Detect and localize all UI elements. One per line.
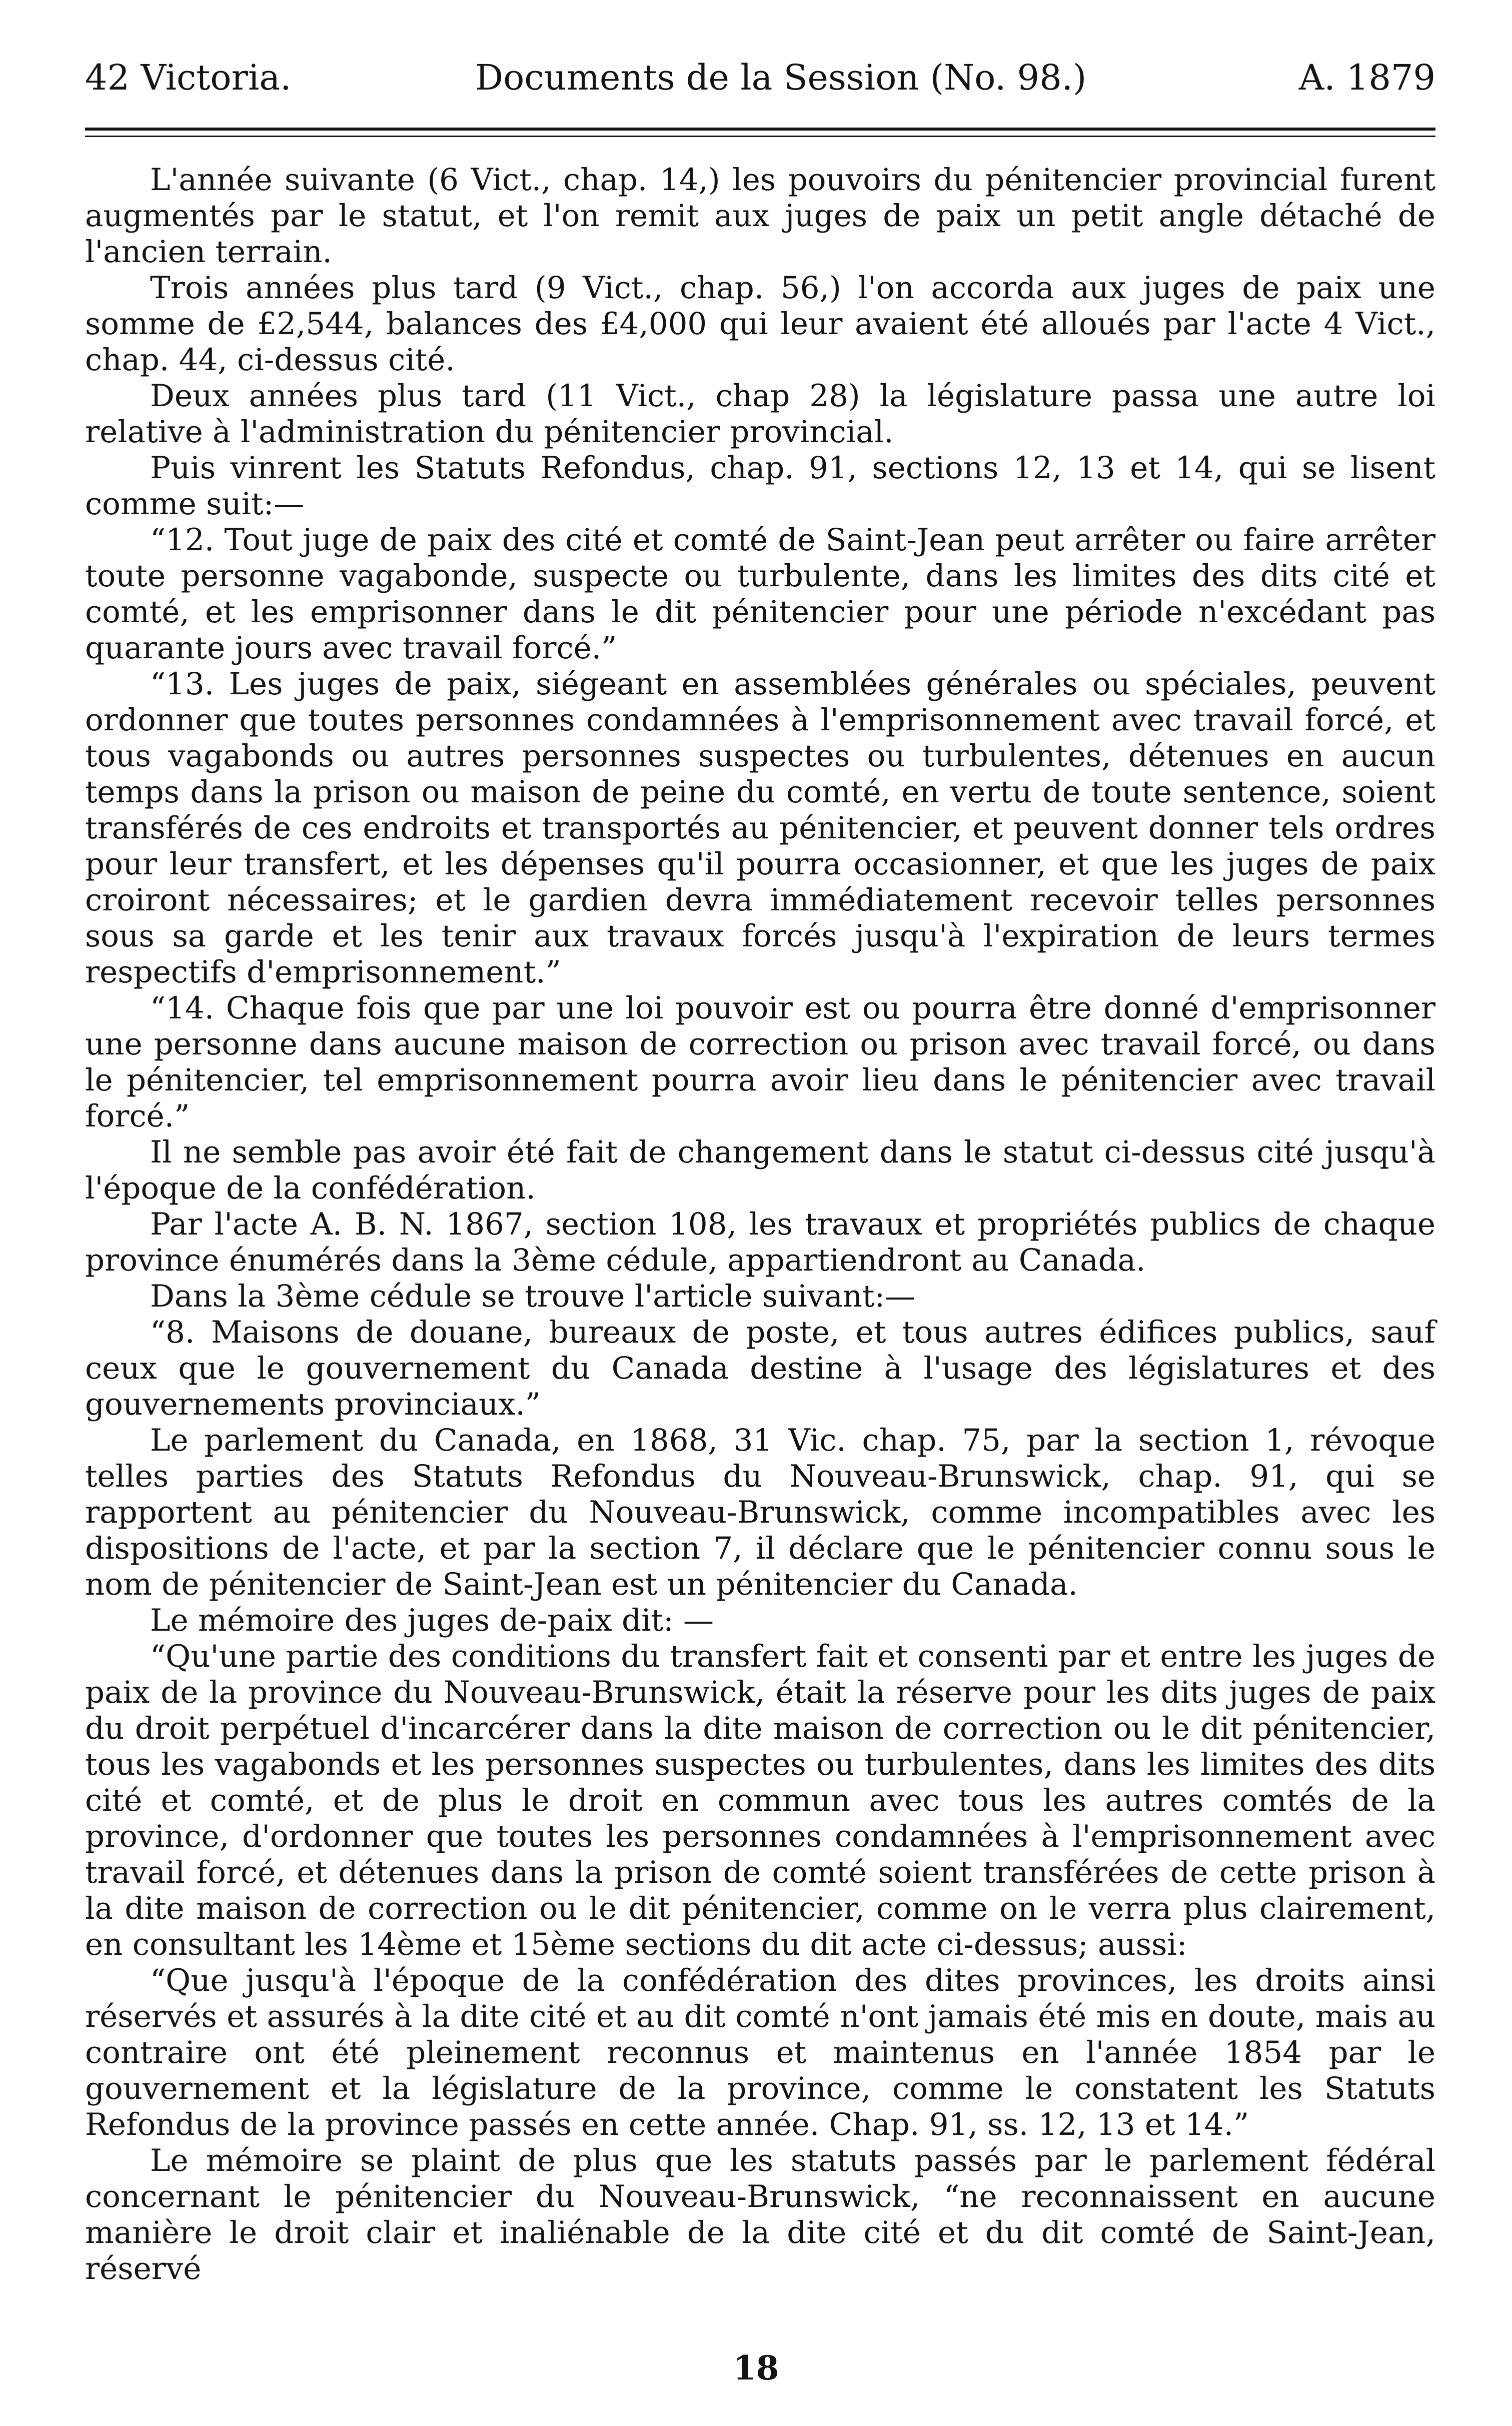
paragraph: Le mémoire se plaint de plus que les statuts passés par le parlement fédéral concernant le pénitencier du Nouveau-Brunswick, “ne reconnaissent en aucune manière le droit clair et inaliénable de la dite cité et du dit comté de Saint-Jean, réservé: [85, 2143, 1435, 2286]
header-rule-thick: [85, 128, 1435, 131]
body-text: [85, 162, 1435, 2287]
paragraph: L'année suivante (6 Vict., chap. 14,) les pouvoirs du pénitencier provincial furent augmentés par le statut, et l'on remit aux juges de paix un petit angle détaché de l'ancien terrain.: [85, 162, 1435, 270]
paragraph: Il ne semble pas avoir été fait de changement dans le statut ci-dessus cité jusqu'à l'époque de la confédération.: [85, 1134, 1435, 1206]
quoted-article-8: “8. Maisons de douane, bureaux de poste, et tous autres édifices publics, sauf ceux que le gouvernement du Canada destine à l'usage des législatures et des gouvernements provinciaux.”: [85, 1315, 1435, 1422]
header-right: A. 1879: [1298, 57, 1435, 98]
document-page: [85, 48, 1435, 2287]
quoted-section-12: “12. Tout juge de paix des cité et comté de Saint-Jean peut arrêter ou faire arrêter toute personne vagabonde, suspecte ou turbulente, dans les limites des dits cité et comté, et les emprisonner dans le dit pénitencier pour une période n'excédant pas quarante jours avec travail forcé.”: [85, 522, 1435, 666]
paragraph: Le mémoire des juges de-paix dit: —: [150, 1603, 714, 1638]
paragraph: Trois années plus tard (9 Vict., chap. 56,) l'on accorda aux juges de paix une somme de £2,544, balances des £4,000 qui leur avaient été alloués par l'acte 4 Vict., chap. 44, ci-dessus cité.: [85, 270, 1435, 378]
paragraph: Dans la 3ème cédule se trouve l'article suivant:—: [150, 1279, 916, 1314]
header-rule-thin: [85, 136, 1435, 137]
paragraph: Par l'acte A. B. N. 1867, section 108, les travaux et propriétés publics de chaque province énumérés dans la 3ème cédule, appartiendront au Canada.: [85, 1206, 1435, 1278]
running-header: [85, 48, 1435, 108]
paragraph: Puis vinrent les Statuts Refondus, chap. 91, sections 12, 13 et 14, qui se lisent comme suit:—: [85, 450, 1435, 522]
header-center: Documents de la Session (No. 98.): [475, 57, 1087, 98]
paragraph: Le parlement du Canada, en 1868, 31 Vic. chap. 75, par la section 1, révoque telles parties des Statuts Refondus du Nouveau-Brunswick, chap. 91, qui se rapportent au pénitencier du Nouveau-Brunswick, comme incompatibles avec les dispositions de l'acte, et par la section 7, il déclare que le pénitencier connu sous le nom de pénitencier de Saint-Jean est un pénitencier du Canada.: [85, 1423, 1435, 1602]
quoted-section-14: “14. Chaque fois que par une loi pouvoir est ou pourra être donné d'emprisonner une personne dans aucune maison de correction ou prison avec travail forcé, ou dans le pénitencier, tel emprisonnement pourra avoir lieu dans le pénitencier avec travail forcé.”: [85, 990, 1435, 1134]
quoted-memoir: “Qu'une partie des conditions du transfert fait et consenti par et entre les juges de paix de la province du Nouveau-Brunswick, était la réserve pour les dits juges de paix du droit perpétuel d'incarcérer dans la dite maison de correction ou le dit pénitencier, tous les vagabonds et les personnes suspectes ou turbulentes, dans les limites des dits cité et comté, et de plus le droit en commun avec tous les autres comtés de la province, d'ordonner que toutes les personnes condamnées à l'emprisonnement avec travail forcé, et détenues dans la prison de comté soient transférées de cette prison à la dite maison de correction ou le dit pénitencier, comme on le verra plus clairement, en consultant les 14ème et 15ème sections du dit acte ci-dessus; aussi:: [85, 1639, 1435, 1962]
page-number: 18: [733, 2348, 779, 2387]
quoted-memoir: “Que jusqu'à l'époque de la confédération des dites provinces, les droits ainsi réservés et assurés à la dite cité et au dit comté n'ont jamais été mis en doute, mais au contraire ont été pleinement reconnus et maintenus en l'année 1854 par le gouvernement et la législature de la province, comme le constatent les Statuts Refondus de la province passés en cette année. Chap. 91, ss. 12, 13 et 14.”: [85, 1963, 1435, 2142]
header-left: 42 Victoria.: [85, 57, 292, 98]
paragraph: Deux années plus tard (11 Vict., chap 28) la législature passa une autre loi relative à l'administration du pénitencier provincial.: [85, 378, 1435, 450]
quoted-section-13: “13. Les juges de paix, siégeant en assemblées générales ou spéciales, peuvent ordonner que toutes personnes condamnées à l'emprisonnement avec travail forcé, et tous vagabonds ou autres personnes suspectes ou turbulentes, détenues en aucun temps dans la prison ou maison de peine du comté, en vertu de toute sentence, soient transférés de ces endroits et transportés au pénitencier, et peuvent donner tels ordres pour leur transfert, et les dépenses qu'il pourra occasionner, et que les juges de paix croiront nécessaires; et le gardien devra immédiatement recevoir telles personnes sous sa garde et les tenir aux travaux forcés jusqu'à l'expiration de leurs termes respectifs d'emprisonnement.”: [85, 666, 1435, 990]
